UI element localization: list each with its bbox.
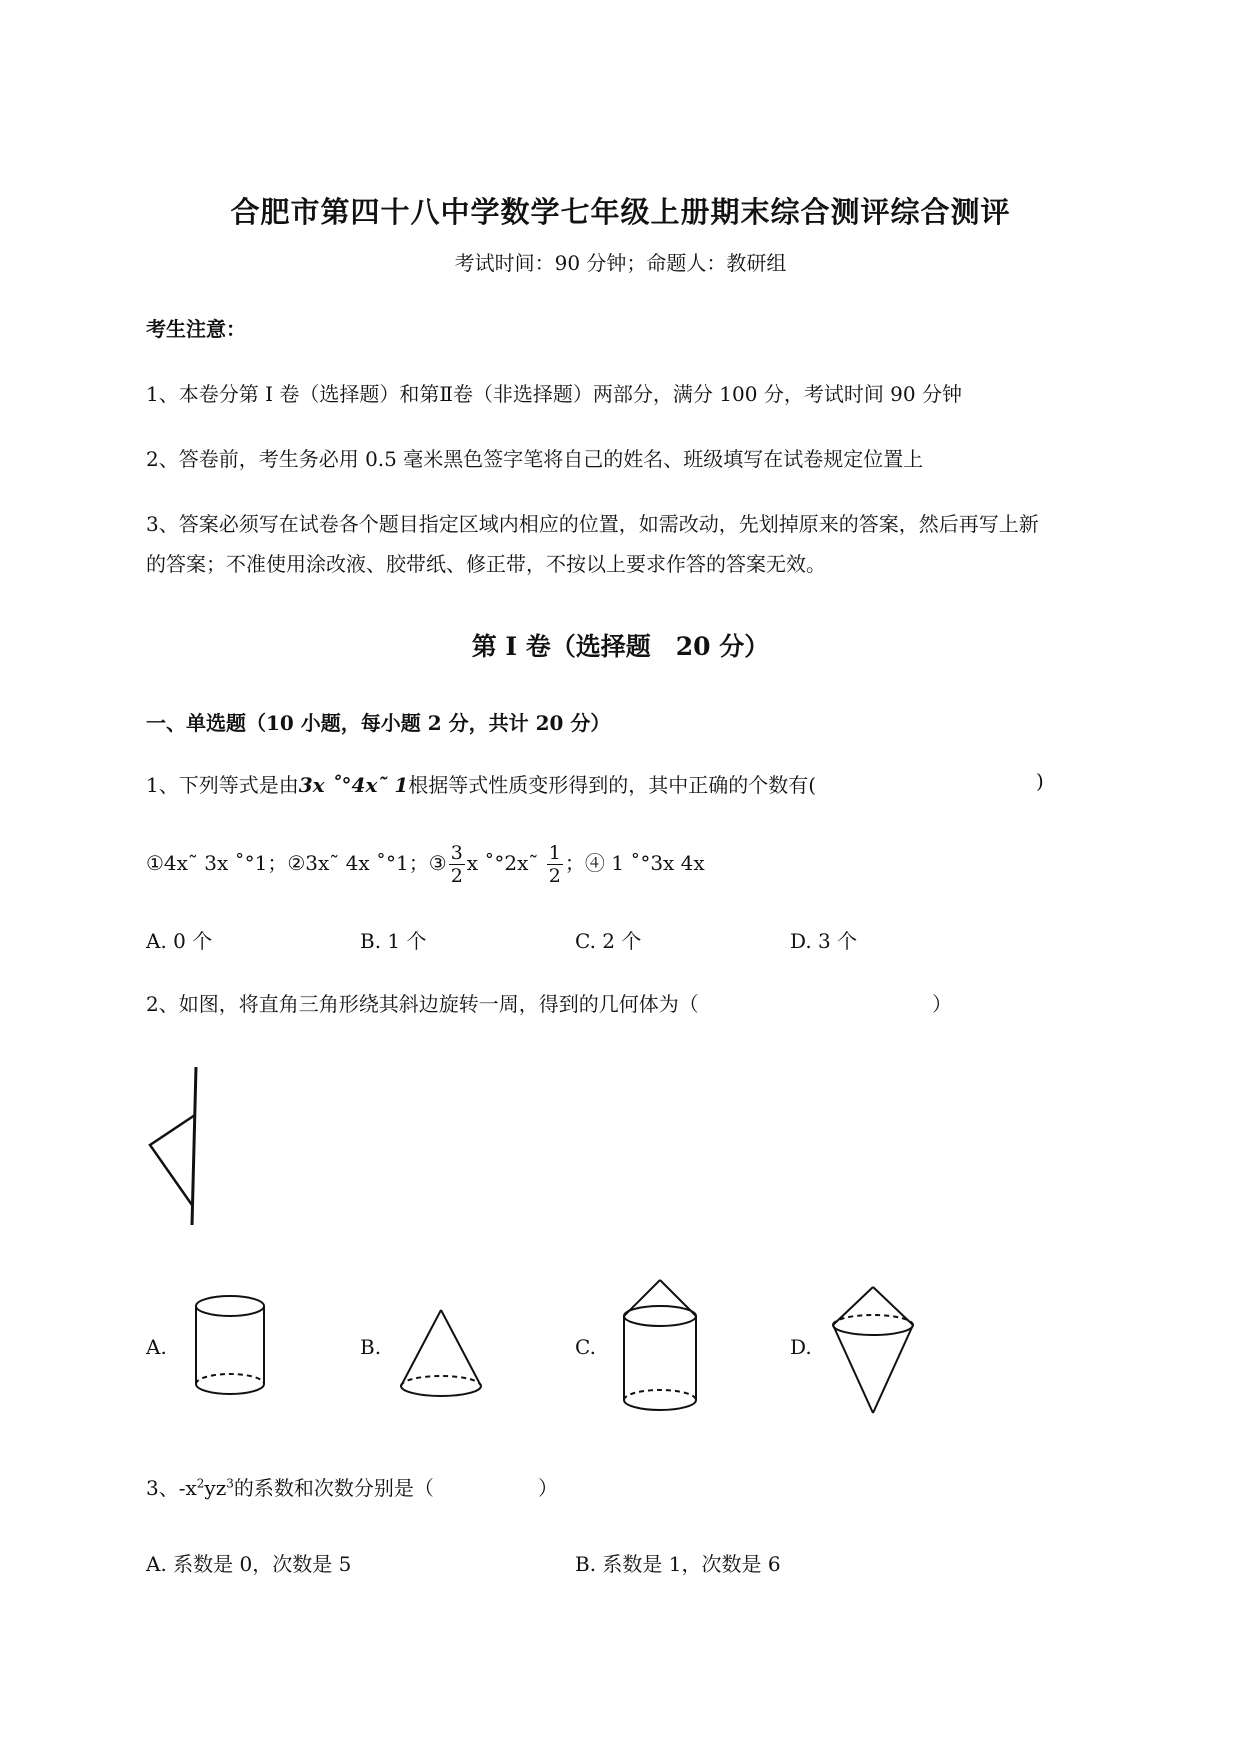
page-title: 合肥市第四十八中学数学七年级上册期末综合测评综合测评 <box>230 195 1011 229</box>
notice-item-2: 2、答卷前，考生务必用 0.5 毫米黑色签字笔将自己的姓名、班级填写在试卷规定位置上 <box>146 447 924 471</box>
q1-close-paren: ) <box>1036 769 1044 793</box>
cylinder-with-cone-figure[interactable] <box>620 1278 700 1418</box>
q1-fraction-1-2: $\frac{1}{2}$ <box>548 842 561 887</box>
question-1 <box>146 769 816 798</box>
q1-choice-d[interactable]: D. 3 个 <box>790 929 858 953</box>
q1-opt-1-2: ①4x˜ 3x ˚°1；②3x˜ 4x ˚°1；③ <box>146 851 447 875</box>
cylinder-figure[interactable] <box>192 1292 270 1402</box>
q1-choice-b[interactable]: B. 1 个 <box>360 929 427 953</box>
q3-choice-b[interactable]: B. 系数是 1，次数是 6 <box>575 1552 781 1576</box>
question-2: 2、如图，将直角三角形绕其斜边旋转一周，得到的几何体为（ <box>146 992 699 1016</box>
notice-item-1: 1、本卷分第 I 卷（选择题）和第Ⅱ卷（非选择题）两部分，满分 100 分，考试时间 90 分钟 <box>146 382 962 406</box>
question-3: 3、$-x^2yz^3$的系数和次数分别是（ <box>146 1476 434 1500</box>
notice-heading: 考生注意： <box>146 317 246 341</box>
section-title: 第 I 卷（选择题 20 分） <box>471 632 770 661</box>
q3-prefix: 3、-x <box>146 1476 197 1500</box>
double-cone-figure[interactable] <box>828 1285 918 1417</box>
exam-info: 考试时间：90 分钟；命题人：教研组 <box>454 251 787 275</box>
q1-opt-4: ；④ 1 ˚°3x 4x <box>564 851 705 875</box>
q3-choice-a[interactable]: A. 系数是 0，次数是 5 <box>146 1552 352 1576</box>
q1-fraction-3-2: $\frac{3}{2}$ <box>450 842 463 887</box>
q2-choice-a-label[interactable]: A. <box>146 1335 167 1359</box>
q1-choice-c[interactable]: C. 2 个 <box>575 929 642 953</box>
section-subtitle: 一、单选题（10 小题，每小题 2 分，共计 20 分） <box>146 711 611 735</box>
cone-figure[interactable] <box>398 1308 484 1404</box>
q1-prefix: 1、下列等式是由 <box>146 773 299 797</box>
notice-item-3: 3、答案必须写在试卷各个题目指定区域内相应的位置，如需改动，先划掉原来的答案，然后再写上新 <box>146 512 1039 536</box>
q3-suffix: 的系数和次数分别是（ <box>233 1476 434 1500</box>
q1-options <box>146 842 705 887</box>
q2-choice-d-label[interactable]: D. <box>790 1335 812 1359</box>
q1-opt-3-mid: x ˚°2x˜ <box>466 851 545 875</box>
q2-choice-c-label[interactable]: C. <box>575 1335 596 1359</box>
q3-close-paren: ） <box>538 1476 558 1500</box>
q1-equation: 3x ˚°4x˜ 1 <box>298 773 409 797</box>
q2-close-paren: ） <box>932 992 952 1016</box>
right-triangle-figure <box>140 1065 210 1230</box>
q1-choice-a[interactable]: A. 0 个 <box>146 929 213 953</box>
q1-suffix: 根据等式性质变形得到的，其中正确的个数有( <box>408 773 817 797</box>
q2-choice-b-label[interactable]: B. <box>360 1335 382 1359</box>
notice-item-3-cont: 的答案；不准使用涂改液、胶带纸、修正带，不按以上要求作答的答案无效。 <box>146 552 826 576</box>
